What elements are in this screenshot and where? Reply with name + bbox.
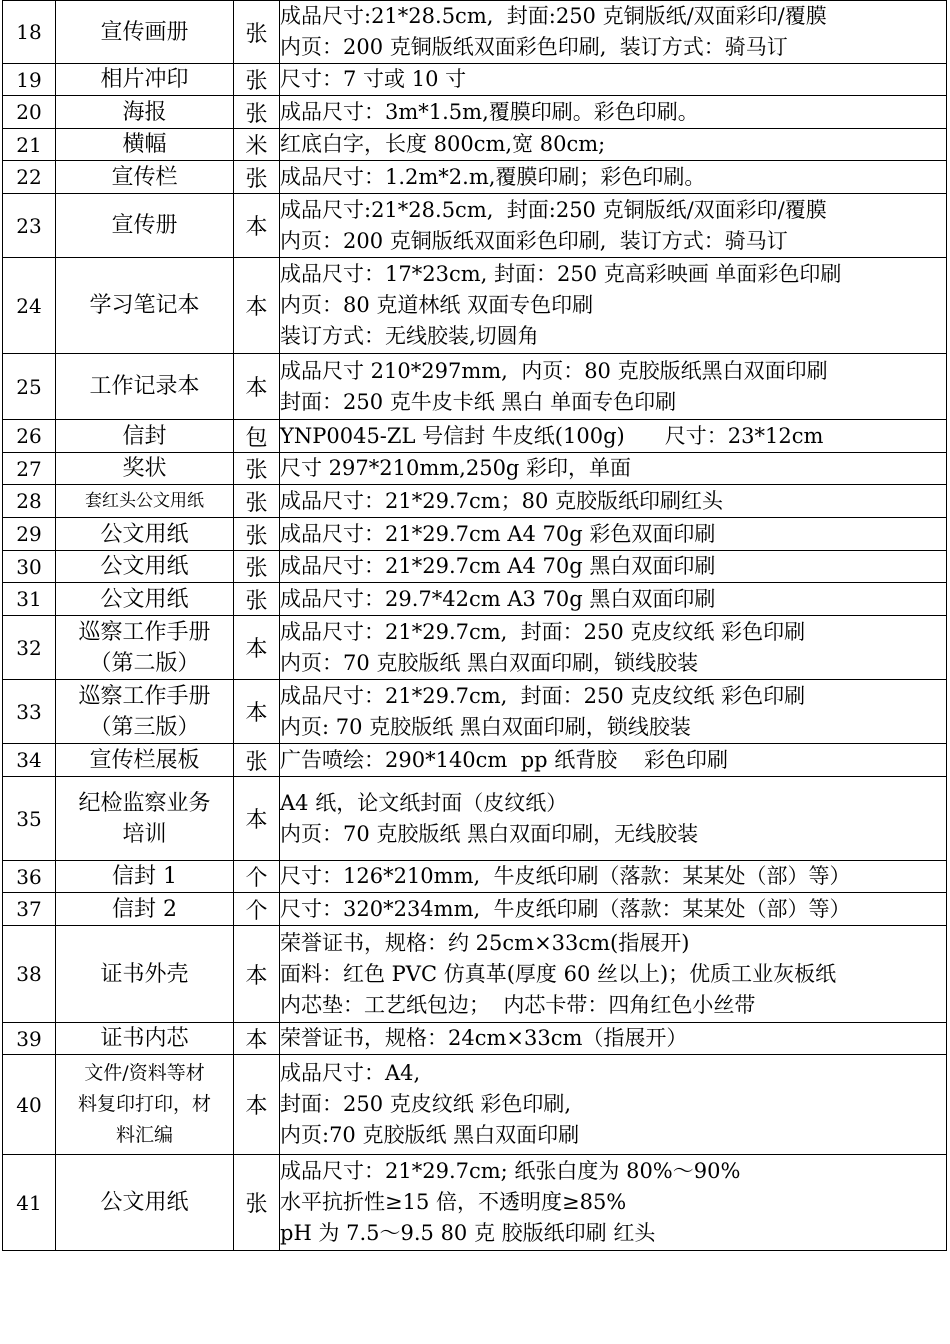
item-name [56,96,234,129]
row-number: 19 [3,64,56,96]
row-number: 23 [3,194,56,258]
item-name [56,194,234,258]
item-specification [280,861,947,893]
row-number: 24 [3,258,56,354]
item-specification [280,518,947,551]
spec-line: 内页：70 克胶版纸 黑白双面印刷，锁线胶装 [280,650,699,675]
item-specification [280,1055,947,1155]
table-row [3,1023,947,1055]
table-row [3,616,947,680]
table-row [3,354,947,420]
table-row [3,777,947,861]
item-unit: 本 [234,1023,280,1055]
row-number: 25 [3,354,56,420]
item-name [56,354,234,420]
item-name-line: 公文用纸 [100,586,189,612]
item-unit: 张 [234,453,280,485]
item-name-line: （第三版） [89,714,200,740]
row-number: 35 [3,777,56,861]
item-unit: 本 [234,777,280,861]
spec-line: 成品尺寸：21*29.7cm, 封面：250 克皮纹纸 彩色印刷 [280,683,806,708]
item-name [56,453,234,485]
item-name [56,861,234,893]
spec-line: 内芯垫：工艺纸包边； 内芯卡带：四角红色小丝带 [280,992,756,1017]
spec-line: 成品尺寸：21*29.7cm A4 70g 黑白双面印刷 [280,554,716,578]
item-name-line: 宣传册 [111,213,178,238]
spec-line: 面料：红色 PVC 仿真革(厚度 60 丝以上)；优质工业灰板纸 [280,961,837,986]
item-name-line: 相片冲印 [100,67,189,92]
spec-line: 封面：250 克牛皮卡纸 黑白 单面专色印刷 [280,389,677,414]
item-name-line: 宣传栏展板 [89,747,200,773]
row-number: 28 [3,485,56,518]
spec-line: 内页：200 克铜版纸双面彩色印刷, 装订方式：骑马订 [280,228,788,253]
item-unit: 张 [234,161,280,194]
spec-line: 成品尺寸：21*29.7cm; 纸张白度为 80%～90% [280,1159,741,1183]
row-number: 41 [3,1155,56,1251]
item-name-line: 信封 [122,423,167,449]
item-unit: 本 [234,354,280,420]
item-unit: 张 [234,64,280,96]
table-row [3,420,947,453]
item-specification [280,354,947,420]
spec-line: 封面：250 克皮纹纸 彩色印刷, [280,1092,572,1116]
spec-line: 水平抗折性≥15 倍，不透明度≥85% [280,1190,627,1214]
table-row [3,1,947,64]
spec-line: 成品尺寸：A4, [280,1061,421,1085]
item-specification [280,744,947,777]
spec-line: 成品尺寸：21*29.7cm, 封面：250 克皮纹纸 彩色印刷 [280,619,806,644]
item-name [56,1,234,64]
item-unit: 张 [234,1,280,64]
item-name-line: 横幅 [122,132,167,157]
item-unit: 本 [234,616,280,680]
item-name-line: 巡察工作手册 [78,683,211,709]
item-name-line: 海报 [122,99,167,125]
procurement-spec-table [2,0,947,1251]
item-name-line: 宣传栏 [111,164,178,190]
item-specification [280,64,947,96]
row-number: 20 [3,96,56,129]
spec-line: 成品尺寸：29.7*42cm A3 70g 黑白双面印刷 [280,586,716,611]
row-number: 22 [3,161,56,194]
spec-line: 内页：70 克胶版纸 黑白双面印刷，无线胶装 [280,821,699,846]
item-specification [280,1023,947,1055]
spec-line: 内页:70 克胶版纸 黑白双面印刷 [280,1123,580,1147]
item-name [56,518,234,551]
item-name-line: 信封 2 [112,896,177,922]
item-name-line: 公文用纸 [100,1190,189,1215]
spec-line: YNP0045-ZL 号信封 牛皮纸(100g) 尺寸：23*12cm [280,423,824,448]
item-specification [280,616,947,680]
item-name [56,485,234,518]
table-row [3,194,947,258]
item-unit: 米 [234,129,280,161]
table-row [3,1155,947,1251]
table-row [3,518,947,551]
item-specification [280,1,947,64]
spec-line: 荣誉证书，规格：约 25cm×33cm(指展开) [280,930,690,955]
item-unit: 本 [234,194,280,258]
spec-line: 尺寸 297*210mm,250g 彩印，单面 [280,456,632,480]
row-number: 31 [3,583,56,616]
item-name [56,129,234,161]
item-name [56,1055,234,1155]
item-name-line: 纪检监察业务 [78,790,211,816]
item-specification [280,161,947,194]
item-unit: 本 [234,258,280,354]
row-number: 30 [3,551,56,583]
item-specification [280,453,947,485]
spec-line: 成品尺寸：21*29.7cm；80 克胶版纸印刷红头 [280,488,724,513]
item-specification [280,485,947,518]
item-name [56,258,234,354]
item-name-line: 巡察工作手册 [78,619,211,645]
spec-line: 成品尺寸：21*29.7cm A4 70g 彩色双面印刷 [280,521,716,546]
table-row [3,64,947,96]
item-unit: 本 [234,680,280,744]
spec-line: 内页: 70 克胶版纸 黑白双面印刷，锁线胶装 [280,714,691,739]
item-specification [280,680,947,744]
table-row [3,1055,947,1155]
table-row [3,258,947,354]
table-row [3,583,947,616]
row-number: 18 [3,1,56,64]
item-name-line: 文件/资料等材 [84,1062,205,1084]
row-number: 33 [3,680,56,744]
item-unit: 包 [234,420,280,453]
item-name [56,616,234,680]
spec-line: 成品尺寸:21*28.5cm, 封面:250 克铜版纸/双面彩印/覆膜 [280,4,827,28]
item-name-line: 奖状 [122,456,167,481]
row-number: 21 [3,129,56,161]
table-row [3,485,947,518]
spec-line: 内页：200 克铜版纸双面彩色印刷, 装订方式：骑马订 [280,35,788,59]
item-specification [280,777,947,861]
spec-line: 成品尺寸：1.2m*2.m,覆膜印刷；彩色印刷。 [280,164,706,189]
item-name-line: 证书外壳 [100,961,189,987]
item-name-line: 料复印打印，材 [77,1093,211,1115]
table-row [3,680,947,744]
item-name [56,64,234,96]
item-name-line: 学习笔记本 [89,293,200,318]
item-name [56,551,234,583]
spec-line: 成品尺寸 210*297mm, 内页：80 克胶版纸黑白双面印刷 [280,358,828,383]
item-name-line: 信封 1 [112,864,177,889]
item-name-line: 工作记录本 [89,374,200,399]
item-specification [280,420,947,453]
item-specification [280,258,947,354]
table-row [3,744,947,777]
spec-line: 成品尺寸：17*23cm, 封面：250 克高彩映画 单面彩色印刷 [280,262,842,286]
spec-line: 成品尺寸:21*28.5cm, 封面:250 克铜版纸/双面彩印/覆膜 [280,197,827,222]
spec-line: pH 为 7.5～9.5 80 克 胶版纸印刷 红头 [280,1221,656,1245]
item-specification [280,194,947,258]
item-name-line: 套红头公文用纸 [85,490,204,511]
table-row [3,893,947,926]
spec-line: 广告喷绘：290*140cm pp 纸背胶 彩色印刷 [280,747,728,772]
table-row [3,453,947,485]
item-name-line: 公文用纸 [100,521,189,547]
row-number: 32 [3,616,56,680]
item-unit: 张 [234,1155,280,1251]
item-specification [280,583,947,616]
table-row [3,551,947,583]
item-name-line: 公文用纸 [100,554,189,579]
table-row [3,861,947,893]
item-unit: 个 [234,893,280,926]
row-number: 29 [3,518,56,551]
table-row [3,96,947,129]
item-unit: 张 [234,744,280,777]
spec-line: 尺寸：126*210mm, 牛皮纸印刷（落款：某某处（部）等） [280,864,851,888]
row-number: 27 [3,453,56,485]
spec-line: 红底白字，长度 800cm,宽 80cm; [280,132,606,156]
item-unit: 张 [234,485,280,518]
item-name [56,420,234,453]
spec-line: 内页：80 克道林纸 双面专色印刷 [280,293,594,317]
item-unit: 个 [234,861,280,893]
item-unit: 张 [234,551,280,583]
item-name [56,161,234,194]
spec-line: 尺寸：7 寸或 10 寸 [280,67,467,91]
item-specification [280,893,947,926]
item-name [56,893,234,926]
spec-line: 装订方式：无线胶装,切圆角 [280,324,539,348]
item-name [56,926,234,1023]
item-name-line: （第二版） [89,650,200,676]
item-name-line: 宣传画册 [100,19,189,45]
item-name [56,777,234,861]
item-name-line: 料汇编 [115,1124,173,1146]
item-name-line: 培训 [122,821,167,847]
item-specification [280,1155,947,1251]
table-row [3,926,947,1023]
table-row [3,161,947,194]
table-body [3,1,947,1251]
item-specification [280,551,947,583]
table-row [3,129,947,161]
item-unit: 本 [234,1055,280,1155]
item-name [56,1023,234,1055]
item-name [56,1155,234,1251]
row-number: 37 [3,893,56,926]
item-unit: 张 [234,583,280,616]
row-number: 40 [3,1055,56,1155]
item-specification [280,926,947,1023]
spec-line: 成品尺寸：3m*1.5m,覆膜印刷。彩色印刷。 [280,99,699,124]
item-name [56,744,234,777]
item-name [56,583,234,616]
row-number: 26 [3,420,56,453]
spec-line: 荣誉证书，规格：24cm×33cm（指展开） [280,1026,688,1050]
item-name-line: 证书内芯 [100,1026,189,1051]
spec-line: A4 纸，论文纸封面（皮纹纸） [280,790,568,815]
row-number: 34 [3,744,56,777]
row-number: 38 [3,926,56,1023]
item-unit: 本 [234,926,280,1023]
item-specification [280,129,947,161]
spec-line: 尺寸：320*234mm, 牛皮纸印刷（落款：某某处（部）等） [280,896,851,921]
item-name [56,680,234,744]
row-number: 36 [3,861,56,893]
row-number: 39 [3,1023,56,1055]
item-unit: 张 [234,518,280,551]
item-unit: 张 [234,96,280,129]
item-specification [280,96,947,129]
